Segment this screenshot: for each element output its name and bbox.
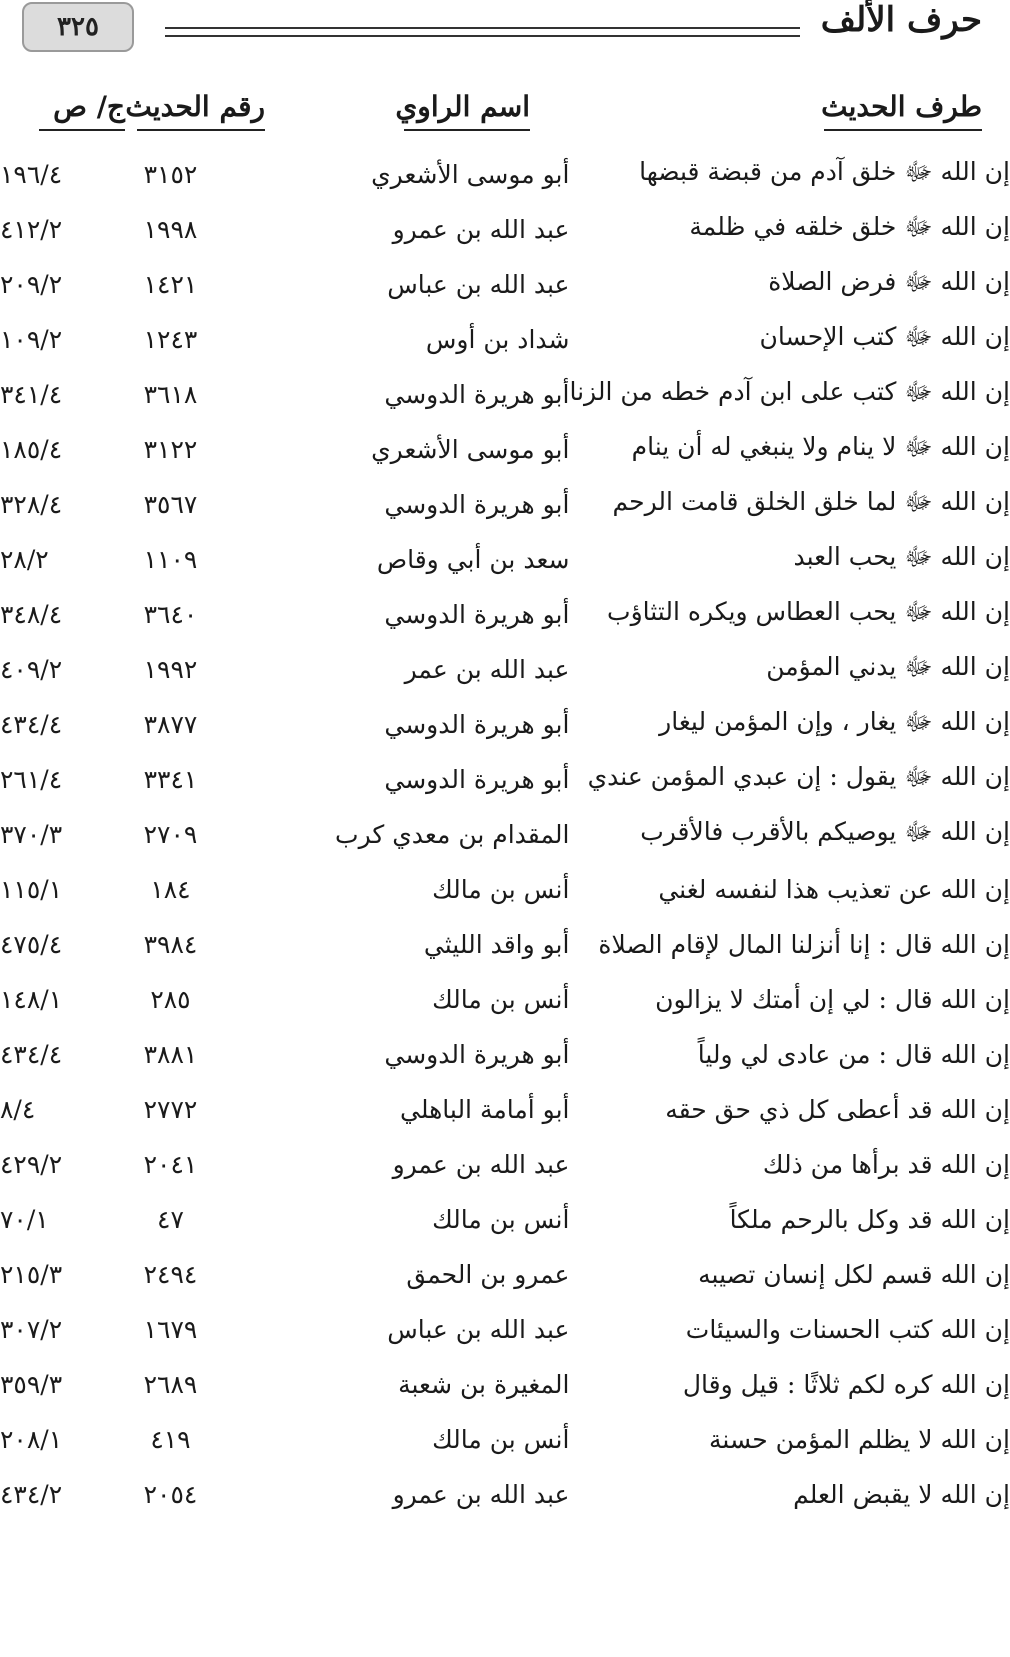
narrator-name: أبو هريرة الدوسي [384,600,570,629]
narrator-name: أبو موسى الأشعري [371,435,570,464]
narrator-name: سعد بن أبي وقاص [376,545,570,574]
column-header-volume-page: ج/ ص [39,90,125,131]
volume-page: ٤٧٥/٤ [0,930,63,959]
volume-page: ٤٢٩/٢ [0,1150,63,1179]
table-row [0,147,1010,202]
hadith-number: ٢٠٥٤ [143,1480,198,1509]
volume-page: ٣٤١/٤ [0,380,63,409]
hadith-number: ١٩٩٢ [143,655,198,684]
table-row [0,752,1010,807]
hadith-text: إن الله لا يقبض العلم [793,1480,1010,1509]
table-row [0,312,1010,367]
hadith-text: إن الله قال : من عادى لي ولياً [697,1040,1010,1069]
hadith-number: ١٨٤ [150,875,191,904]
volume-page: ١٤٨/١ [0,985,63,1014]
page-number: ٣٢٥ [22,2,134,52]
hadith-text: إن الله قد أعطى كل ذي حق حقه [665,1095,1010,1124]
narrator-name: عبد الله بن عمرو [392,1480,570,1509]
volume-page: ٤١٢/٢ [0,215,63,244]
narrator-name: شداد بن أوس [425,325,570,354]
narrator-name: أنس بن مالك [432,1205,570,1234]
volume-page: ٢٠٨/١ [0,1425,63,1454]
hadith-text: إن الله عن تعذيب هذا لنفسه لغني [658,875,1010,904]
hadith-text: إن الله قال : لي إن أمتك لا يزالون [655,985,1010,1014]
column-header-number: رقم الحديث [137,90,265,131]
table-row [0,1192,1010,1247]
narrator-name: المقدام بن معدي كرب [335,820,570,849]
table-row [0,1027,1010,1082]
hadith-number: ٣٩٨٤ [143,930,198,959]
narrator-name: أبو هريرة الدوسي [384,765,570,794]
volume-page: ٢٠٩/٢ [0,270,63,299]
table-row [0,1082,1010,1137]
volume-page: ٤٣٤/٤ [0,1040,63,1069]
hadith-number: ١٤٢١ [143,270,198,299]
table-row [0,1247,1010,1302]
hadith-number: ٤٧ [157,1205,184,1234]
table-row [0,367,1010,422]
table-row [0,1357,1010,1412]
hadith-number: ٢٧٠٩ [143,820,198,849]
hadith-text: إن الله قسم لكل إنسان تصيبه [698,1260,1010,1289]
volume-page: ٣٠٧/٢ [0,1315,63,1344]
hadith-number: ٣٨٨١ [143,1040,198,1069]
hadith-number: ٢٤٩٤ [143,1260,198,1289]
table-row [0,532,1010,587]
hadith-number: ٢٧٧٢ [143,1095,198,1124]
hadith-number: ٤١٩ [150,1425,191,1454]
volume-page: ٤٣٤/٢ [0,1480,63,1509]
narrator-name: أبو موسى الأشعري [371,160,570,189]
narrator-name: المغيرة بن شعبة [398,1370,570,1399]
volume-page: ٣٧٠/٣ [0,820,63,849]
table-row [0,697,1010,752]
table-row [0,642,1010,697]
header-rule-top [165,27,800,29]
header-rule-bottom [165,35,800,37]
volume-page: ٨/٤ [0,1095,36,1124]
hadith-text: إن الله كره لكم ثلاثًا : قيل وقال [682,1370,1010,1399]
column-header-narrator: اسم الراوي [404,90,530,131]
hadith-number: ٣١٥٢ [143,160,198,189]
hadith-text: إن الله قال : إنا أنزلنا المال لإقام الصلاة [598,930,1010,959]
hadith-text: إن الله ﷻ يقول : إن عبدي المؤمن عندي [587,762,1010,791]
volume-page: ١٩٦/٤ [0,160,63,189]
hadith-number: ١١٠٩ [143,545,198,574]
table-row [0,202,1010,257]
hadith-text: إن الله كتب الحسنات والسيئات [685,1315,1010,1344]
column-header-hadith: طرف الحديث [824,90,982,131]
narrator-name: أنس بن مالك [432,985,570,1014]
narrator-name: عبد الله بن عمر [404,655,570,684]
hadith-text: إن الله ﷻ خلق آدم من قبضة قبضها [639,157,1010,186]
table-row [0,422,1010,477]
volume-page: ١٠٩/٢ [0,325,63,354]
volume-page: ٣٥٩/٣ [0,1370,63,1399]
hadith-number: ٢٠٤١ [143,1150,198,1179]
hadith-text: إن الله ﷻ فرض الصلاة [768,267,1010,296]
table-row [0,917,1010,972]
hadith-text: إن الله قد وكل بالرحم ملكاً [729,1205,1010,1234]
hadith-number: ٣٣٤١ [143,765,198,794]
hadith-text: إن الله ﷻ يغار ، وإن المؤمن ليغار [659,707,1010,736]
volume-page: ٣٢٨/٤ [0,490,63,519]
table-row [0,257,1010,312]
hadith-text: إن الله ﷻ لا ينام ولا ينبغي له أن ينام [631,432,1010,461]
hadith-text: إن الله ﷻ لما خلق الخلق قامت الرحم [612,487,1010,516]
hadith-text: إن الله قد برأها من ذلك [762,1150,1010,1179]
hadith-text: إن الله لا يظلم المؤمن حسنة [709,1425,1010,1454]
narrator-name: عبد الله بن عباس [387,1315,570,1344]
table-row [0,862,1010,917]
volume-page: ٢٦١/٤ [0,765,63,794]
narrator-name: أبو هريرة الدوسي [384,380,570,409]
hadith-number: ١٢٤٣ [143,325,198,354]
narrator-name: أبو هريرة الدوسي [384,490,570,519]
hadith-number: ١٦٧٩ [143,1315,198,1344]
narrator-name: عبد الله بن عباس [387,270,570,299]
volume-page: ٢١٥/٣ [0,1260,63,1289]
table-row [0,972,1010,1027]
hadith-number: ٣٦١٨ [143,380,198,409]
chapter-title: حرف الألف [820,0,982,40]
volume-page: ٣٤٨/٤ [0,600,63,629]
hadith-text: إن الله ﷻ كتب على ابن آدم خطه من الزنا [569,377,1010,406]
narrator-name: أبو هريرة الدوسي [384,710,570,739]
volume-page: ٧٠/١ [0,1205,49,1234]
hadith-number: ٣١٢٢ [143,435,198,464]
hadith-text: إن الله ﷻ يدني المؤمن [766,652,1010,681]
narrator-name: أنس بن مالك [432,1425,570,1454]
table-row [0,477,1010,532]
table-row [0,1467,1010,1522]
table-row [0,1412,1010,1467]
hadith-number: ٢٦٨٩ [143,1370,198,1399]
table-row [0,1302,1010,1357]
table-row [0,587,1010,642]
volume-page: ١١٥/١ [0,875,63,904]
volume-page: ١٨٥/٤ [0,435,63,464]
hadith-text: إن الله ﷻ يحب العطاس ويكره التثاؤب [607,597,1010,626]
volume-page: ٢٨/٢ [0,545,49,574]
narrator-name: عمرو بن الحمق [406,1260,570,1289]
narrator-name: أبو واقد الليثي [423,930,570,959]
hadith-index-table [0,147,1010,1522]
narrator-name: أبو أمامة الباهلي [399,1095,570,1124]
table-row [0,807,1010,862]
hadith-number: ٢٨٥ [150,985,191,1014]
narrator-name: عبد الله بن عمرو [392,1150,570,1179]
hadith-text: إن الله ﷻ يوصيكم بالأقرب فالأقرب [640,817,1010,846]
hadith-text: إن الله ﷻ كتب الإحسان [759,322,1010,351]
hadith-number: ٣٥٦٧ [143,490,198,519]
narrator-name: عبد الله بن عمرو [392,215,570,244]
volume-page: ٤٣٤/٤ [0,710,63,739]
hadith-text: إن الله ﷻ يحب العبد [793,542,1010,571]
hadith-number: ٣٨٧٧ [143,710,198,739]
hadith-text: إن الله ﷻ خلق خلقه في ظلمة [689,212,1010,241]
table-row [0,1137,1010,1192]
hadith-number: ٣٦٤٠ [143,600,198,629]
volume-page: ٤٠٩/٢ [0,655,63,684]
narrator-name: أنس بن مالك [432,875,570,904]
hadith-number: ١٩٩٨ [143,215,198,244]
narrator-name: أبو هريرة الدوسي [384,1040,570,1069]
